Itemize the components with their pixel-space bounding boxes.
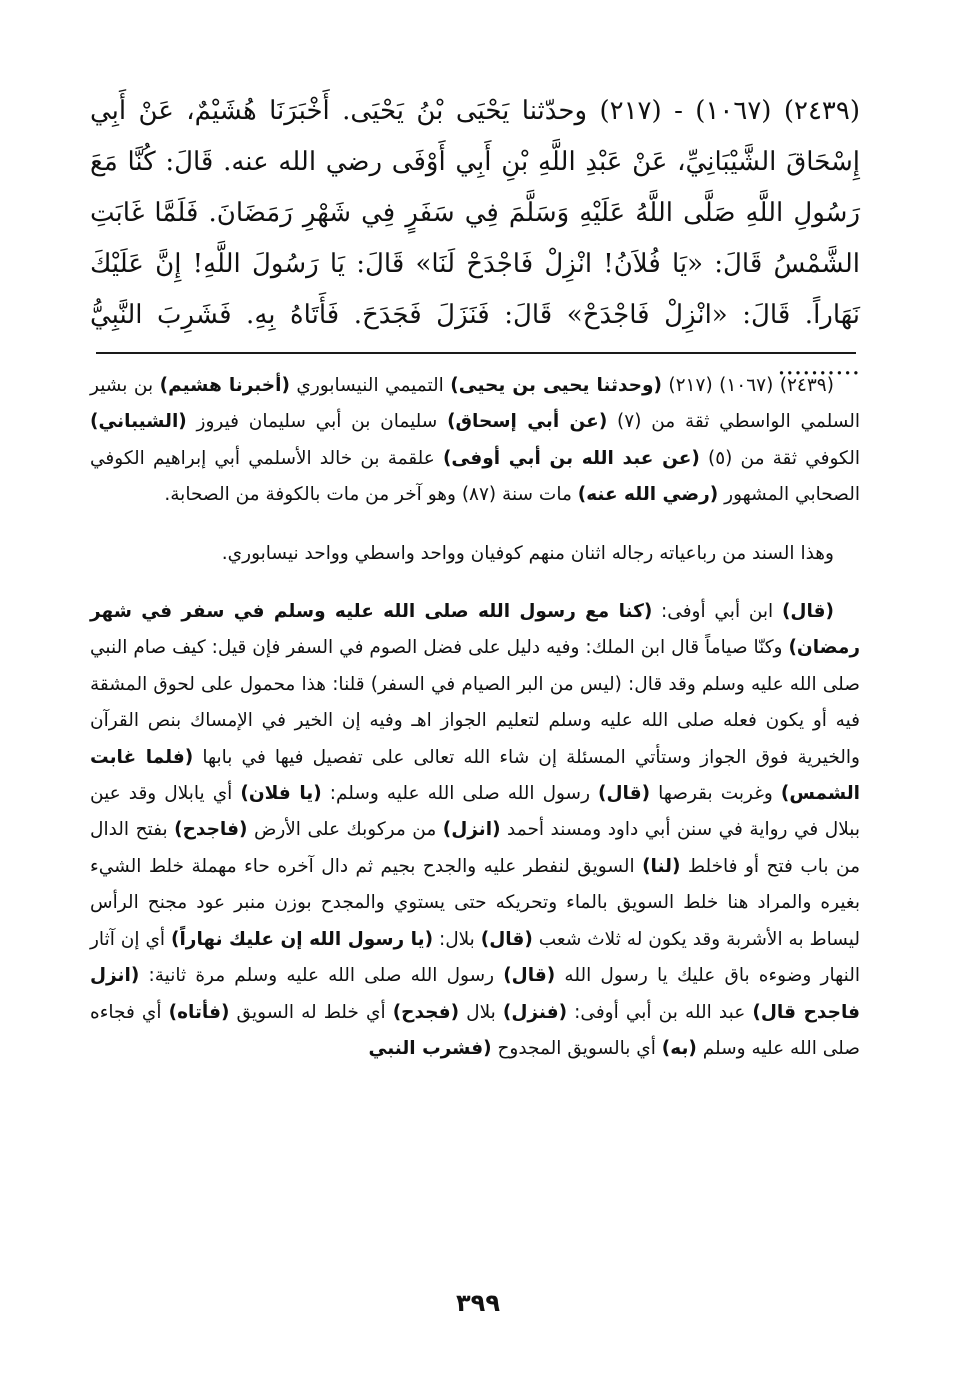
text-run: سليمان بن أبي سليمان فيروز: [186, 411, 448, 433]
bold-quote-run: (فجدح): [392, 1001, 460, 1023]
bold-quote-run: (قال): [781, 601, 834, 623]
page-number: ٣٩٩: [456, 1289, 500, 1317]
text-run: عبد الله بن أبي أوفى:: [567, 1001, 753, 1023]
text-run: أي خلط له السويق: [229, 1001, 393, 1023]
text-run: رسول الله صلى الله عليه وسلم:: [321, 783, 599, 805]
text-run: التميمي النيسابوري: [289, 375, 451, 396]
text-run: الكوفي ثقة من (٥): [699, 447, 860, 469]
bold-quote-run: (فلما غابت الشمس): [90, 746, 860, 805]
text-run: وكنّا صياماً قال ابن الملك: وفيه دليل على فضل الصوم في السفر فإن قيل: كيف صام النبي صلى الله عليه وسلم وقد قال: (ليس من البر الصيام في السفر) قلنا: هذا محمول على لحوق المشقة فيه أو يكون فعله صلى الله عليه وسلم لتعليم الجواز اهـ وفيه إن الخير في الإمساك بنص القرآن والخيرية فوق الجواز وستأتي المسئلة إن شاء الله تعالى على تفصيل فيها في بابها: [90, 637, 860, 768]
text-run: وغربت بقرصها: [650, 783, 781, 805]
text-run: علقمة بن خالد الأسلمي أبي إبراهيم الكوفي الصحابي المشهور: [90, 447, 860, 506]
bold-quote-run: (وحدثنا يحيى بن يحيى): [450, 375, 662, 396]
text-run: ابن أبي أوفى:: [652, 601, 782, 623]
commentary: [90, 368, 860, 1089]
footnote-separator: [96, 352, 856, 354]
text-run: بفتح الدال من باب فتح أو فاخلط: [90, 819, 860, 877]
bold-quote-run: (انزل): [442, 819, 501, 841]
text-run: أي إن آثار النهار وضوءه باق عليك يا رسول الله: [90, 928, 860, 987]
bold-quote-run: (قال): [503, 965, 556, 987]
text-run: أي يابلال وقد عين ببلال في رواية في سنن أبي داود ومسند أحمد: [90, 783, 860, 841]
text-run: السويق لنفطر عليه والجدح بجيم ثم دال آخره حاء مهملة خلط الشيء بغيره والمراد هنا خلط السويق بالماء وتحريكه حتى يستوي والمجدح بوزن منبر عود مجنح الرأس ليساط به الأشربة وقد يكون له ثلاث شعب: [90, 855, 861, 950]
bold-quote-run: (يا رسول الله إن عليك نهاراً): [171, 928, 434, 950]
text-run: أي فجاءه صلى الله عليه وسلم: [90, 1001, 860, 1059]
bold-quote-run: (به): [661, 1037, 697, 1059]
text-run: بن بشير السلمي الواسطي ثقة من (٧): [90, 375, 861, 433]
bold-quote-run: (كنا مع رسول الله صلى الله عليه وسلم في سفر في شهر رمضان): [90, 601, 860, 659]
bold-quote-run: (فنزل): [502, 1001, 568, 1023]
bold-quote-run: (انزل فاجدح قال): [90, 965, 861, 1023]
text-run: بلال:: [433, 928, 481, 950]
text-run: رسول الله صلى الله عليه وسلم مرة ثانية:: [139, 965, 504, 987]
commentary-paragraph-explanation: [90, 594, 860, 1067]
bold-quote-run: (لنا): [642, 855, 681, 877]
bold-quote-run: (فاجدح): [174, 819, 248, 841]
bold-quote-run: (يا فلان): [240, 783, 322, 805]
text-run: (٢٤٣٩) (١٠٦٧) (٢١٧): [661, 375, 834, 396]
commentary-paragraph-isnad: [90, 368, 860, 514]
bold-quote-run: (رضي الله عنه): [577, 484, 719, 506]
hadith-text: (٢٤٣٩) (١٠٦٧) - (٢١٧) وحدّثنا يَحْيَى بْنُ يَحْيَى. أَخْبَرَنَا هُشَيْمٌ، عَنْ أَبِي إِسْحَاقَ الشَّيْبَانِيِّ، عَنْ عَبْدِ اللَّهِ بْنِ أَبِي أَوْفَى رضي الله عنه. قَالَ: كُنَّا مَعَ رَسُولِ اللَّهِ صَلَّى اللَّهُ عَلَيْهِ وَسَلَّمَ فِي سَفَرٍ فِي شَهْرِ رَمَضَانَ. فَلَمَّا غَابَتِ الشَّمْسُ قَالَ: «يَا فُلاَنُ! انْزِلْ فَاجْدَحْ لَنَا» قَالَ: يَا رَسُولَ اللَّهِ! إِنَّ عَلَيْكَ نَهَاراً. قَالَ: «انْزِلْ فَاجْدَحْ» قَالَ: فَنَزَلَ فَجَدَحَ. فَأَتَاهُ بِهِ. فَشَرِبَ النَّبِيُّ ..........: [90, 96, 860, 381]
bold-quote-run: (أخبرنا هشيم): [159, 375, 290, 396]
text-run: مات سنة (٨٧) وهو آخر من مات بالكوفة من الصحابة.: [164, 484, 578, 506]
commentary-paragraph-chain: [90, 536, 860, 572]
bold-quote-run: (الشيباني): [90, 411, 187, 433]
text-run: من مركوبك على الأرض: [247, 819, 443, 841]
bold-quote-run: (فشرب النبي: [368, 1037, 492, 1059]
bold-quote-run: (عن أبي إسحاق): [447, 411, 608, 433]
text-run: وهذا السند من رباعياته رجاله اثنان منهم كوفيان وواحد واسطي وواحد نيسابوري.: [221, 542, 834, 564]
text-run: بلال: [459, 1001, 503, 1023]
bold-quote-run: (قال): [598, 783, 651, 805]
bold-quote-run: (فأتاه): [168, 1001, 230, 1023]
bold-quote-run: (عن عبد الله بن أبي أوفى): [442, 447, 700, 469]
bold-quote-run: (قال): [480, 928, 533, 950]
text-run: أي بالسويق المجدوح: [491, 1037, 662, 1059]
